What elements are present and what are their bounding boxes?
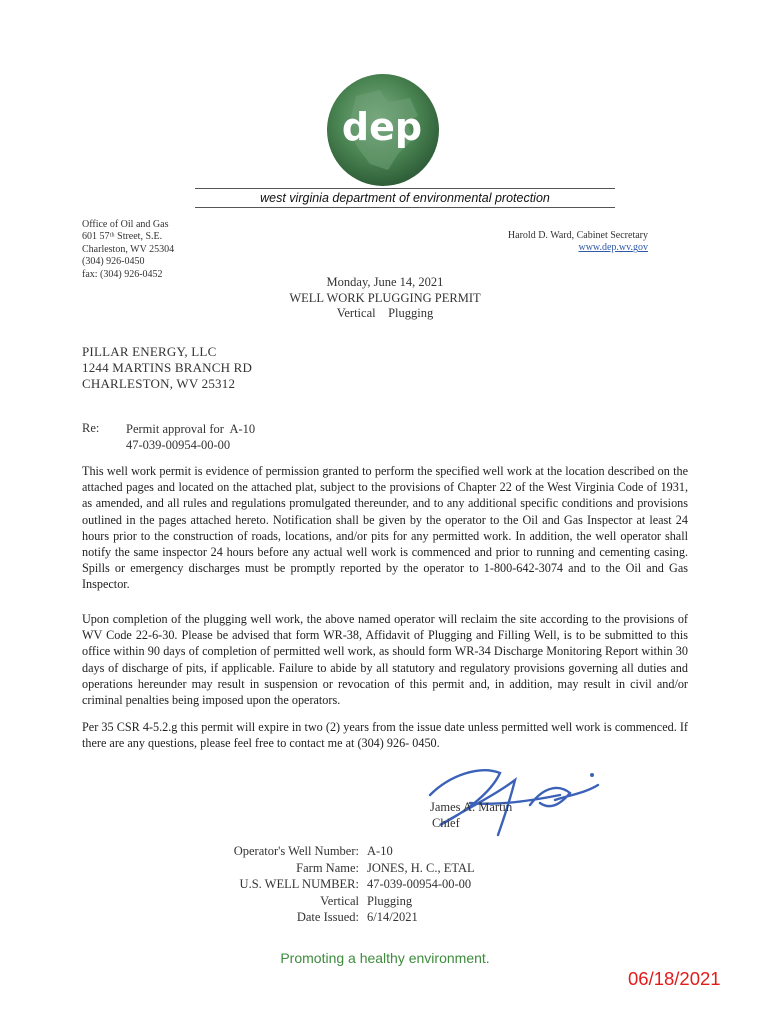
paragraph-expiration: Per 35 CSR 4-5.2.g this permit will expire in two (2) years from the issue date unless permitted well work is commenced. If there are any questions, please feel free to contact me at (304) 926- 0450. [82, 720, 688, 751]
re-permit-line: Permit approval for A-10 [126, 422, 256, 436]
office-line: fax: (304) 926-0452 [82, 268, 163, 280]
detail-row [195, 909, 475, 926]
detail-value: JONES, H. C., ETAL [367, 860, 475, 875]
detail-label: Operator's Well Number: [233, 844, 359, 858]
signatory [430, 799, 512, 831]
paragraph-permit-terms: This well work permit is evidence of permission granted to perform the specified well work at the location described on the attached pages and located on the attached plat, subject to the provisions of Chapter 22 of the West Virginia Code of 1931, as amended, and all rules and regulations promulgated thereunder, and to any additional specific conditions and provisions outlined in the pages attached hereto. Notification shall be given by the operator to the Oil and Gas Inspector at least 24 hours prior to the construction of roads, locations, and/or pits for any permitted work. In addition, the well operator shall notify the same inspector 24 hours before any actual well work is commenced and prior to running and cementing casing. Spills or emergency discharges must be promptly reported by the operator to 1-800-642-3074 and to the Oil and Gas Inspector. [82, 464, 688, 592]
detail-row [195, 893, 475, 910]
re-text [126, 421, 255, 453]
detail-row [195, 860, 475, 877]
office-line: (304) 926-0450 [82, 256, 145, 268]
detail-row [195, 843, 475, 860]
well-details [195, 843, 475, 926]
detail-label: Date Issued: [296, 910, 359, 925]
office-line: Office of Oil and Gas [82, 219, 169, 230]
office-line: 601 57ᵗʰ Street, S.E. [82, 231, 163, 243]
re-api-number: 47-039-00954-00-00 [126, 438, 231, 452]
detail-label: U.S. WELL NUMBER: [239, 877, 359, 892]
detail-label: Vertical [320, 893, 359, 908]
paragraph-reclamation: Upon completion of the plugging well work, the above named operator will reclaim the site according to the provisions of WV Code 22-6-30. Please be advised that form WR-38, Affidavit of Plugging and Filling Well, is to be submitted to this office within 90 days of completion of permitted well work, as should form WR-34 Discharge Monitoring Report within 30 days of discharge of pits, if applicable. Failure to abide by all statutory and regulatory provisions governing all duties and operations hereunder may result in suspension or revocation of this permit and, in addition, may result in civil and/or criminal penalties being imposed upon the operators. [82, 612, 688, 708]
secretary-block [508, 230, 648, 255]
issue-date: Monday, June 14, 2021 [326, 275, 444, 289]
detail-value: Plugging [367, 893, 413, 908]
detail-value: 47-039-00954-00-00 [367, 877, 472, 892]
recipient-address [82, 344, 252, 392]
recipient-line: CHARLESTON, WV 25312 [82, 376, 236, 391]
secretary-name: Harold D. Ward, Cabinet Secretary [507, 230, 648, 241]
website-link[interactable]: www.dep.wv.gov [578, 242, 648, 254]
dep-logo [318, 68, 448, 198]
recipient-line: PILLAR ENERGY, LLC [82, 344, 217, 359]
logo-text: dep [341, 105, 423, 149]
re-label: Re: [82, 421, 100, 435]
header-rule-bottom [195, 207, 615, 208]
recipient-line: 1244 MARTINS BRANCH RD [82, 360, 253, 375]
detail-value: A-10 [367, 844, 393, 858]
date-stamp: 06/18/2021 [628, 968, 721, 989]
office-address [82, 219, 174, 281]
permit-title: WELL WORK PLUGGING PERMIT [289, 290, 481, 305]
signatory-title: Chief [432, 816, 460, 830]
detail-row [195, 876, 475, 893]
detail-label: Farm Name: [296, 860, 359, 875]
header-rule-top [195, 188, 615, 189]
footer-slogan: Promoting a healthy environment. [280, 950, 490, 966]
office-line: Charleston, WV 25304 [82, 243, 175, 255]
signatory-name: James A. Martin [430, 800, 513, 814]
permit-subtitle: Vertical Plugging [336, 306, 434, 320]
detail-value: 6/14/2021 [367, 910, 418, 925]
department-name: west virginia department of environmental protection [260, 191, 550, 205]
permit-heading [240, 275, 530, 322]
